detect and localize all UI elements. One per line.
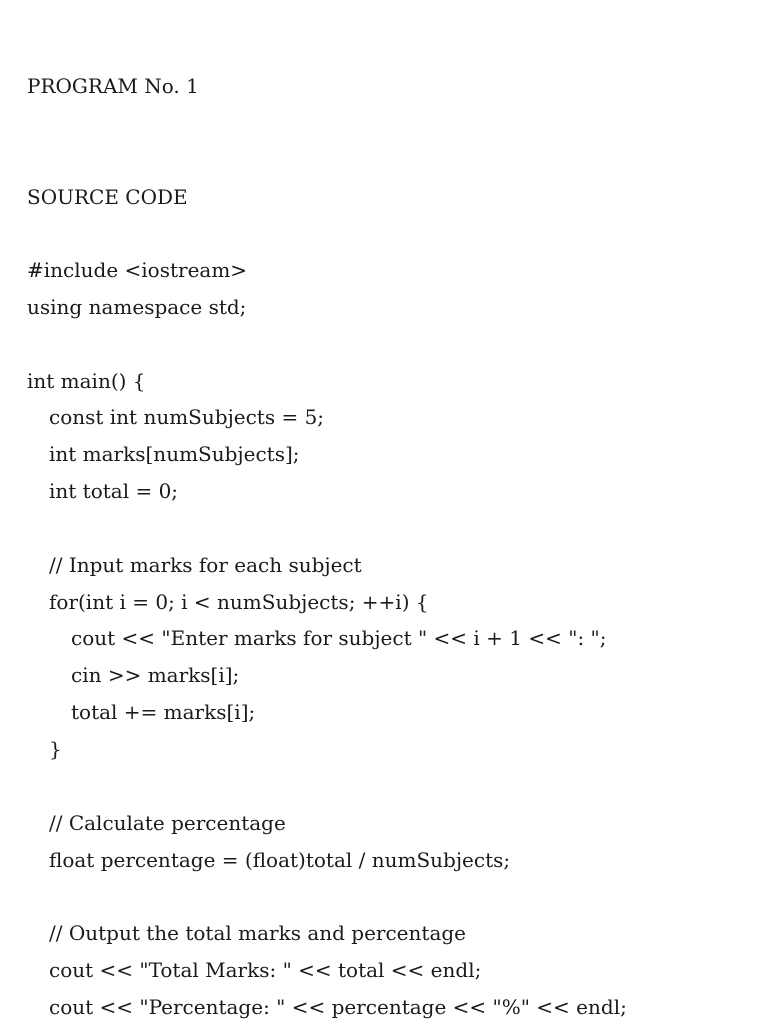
code-line: float percentage = (float)total / numSubjects; — [49, 848, 511, 872]
code-line: for(int i = 0; i < numSubjects; ++i) { — [49, 590, 429, 614]
code-comment: // Calculate percentage — [49, 811, 286, 835]
code-line: int marks[numSubjects]; — [49, 442, 300, 466]
code-line: cin >> marks[i]; — [71, 663, 240, 687]
code-line: int main() { — [27, 369, 146, 393]
code-line: #include <iostream> — [27, 258, 248, 282]
code-line: const int numSubjects = 5; — [49, 405, 325, 429]
code-comment: // Input marks for each subject — [49, 553, 362, 577]
code-line: cout << "Total Marks: " << total << endl; — [49, 958, 482, 982]
code-line: total += marks[i]; — [71, 700, 256, 724]
program-heading: PROGRAM No. 1 — [27, 74, 199, 98]
code-line: int total = 0; — [49, 479, 179, 503]
code-comment: // Output the total marks and percentage — [49, 921, 467, 945]
code-line: cout << "Enter marks for subject " << i + 1 << ": "; — [71, 626, 607, 650]
code-line: using namespace std; — [27, 295, 247, 319]
document-page — [27, 0, 768, 1024]
section-title: SOURCE CODE — [27, 185, 188, 209]
code-line: cout << "Percentage: " << percentage << "%" << endl; — [49, 995, 627, 1019]
code-line: } — [49, 737, 62, 761]
